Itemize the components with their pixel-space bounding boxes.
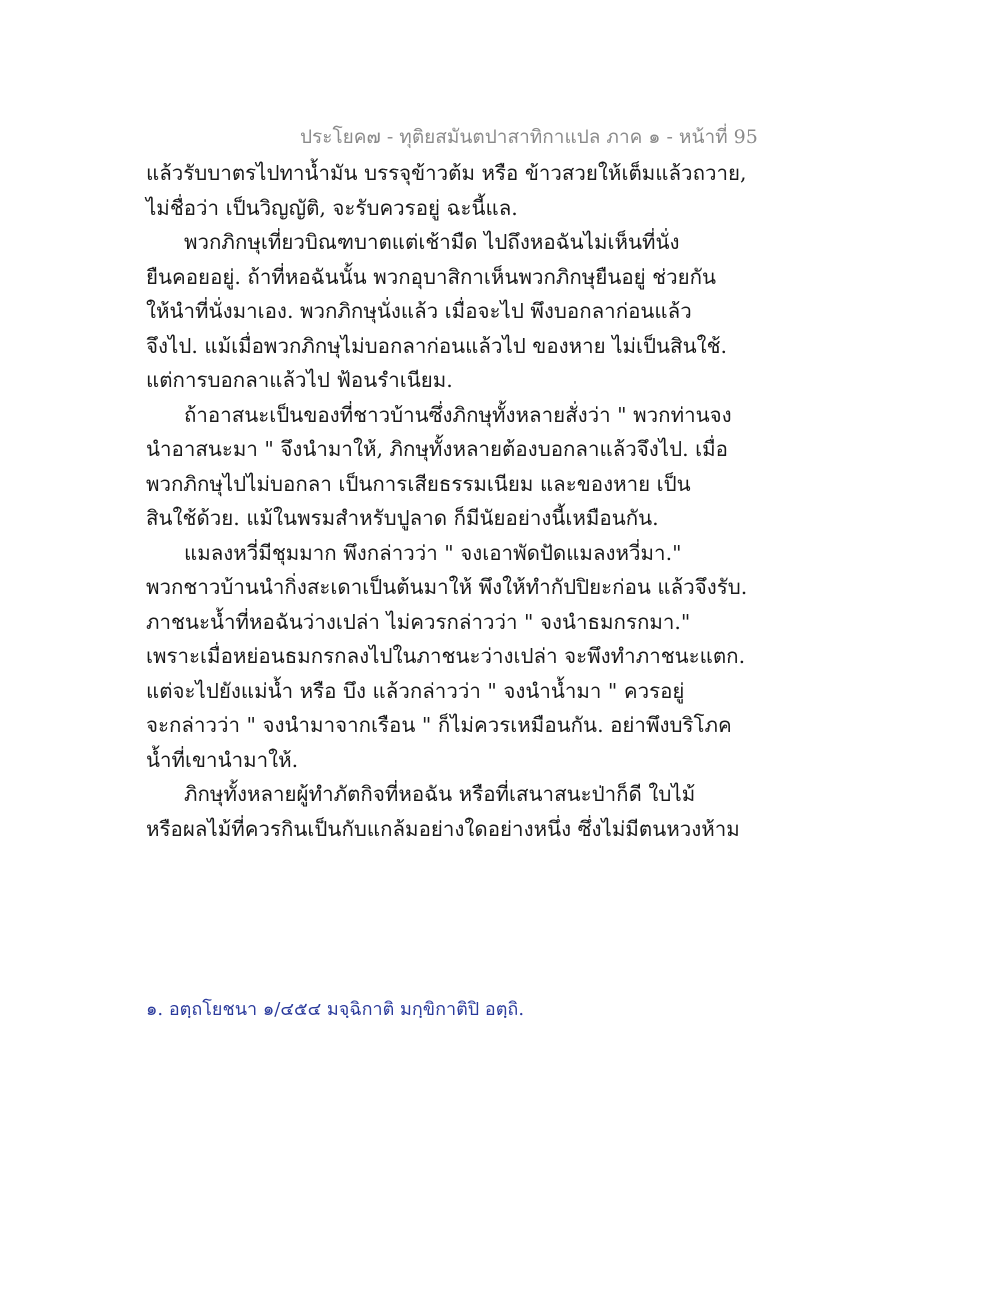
paragraph-start-line: พวกภิกษุเที่ยวบิณฑบาตแต่เช้ามืด ไปถึงหอฉันไม่เห็นที่นั่ง (184, 230, 680, 254)
text-line: สินใช้ด้วย. แม้ในพรมสำหรับปูลาด ก็มีนัยอย่างนี้เหมือนกัน. (146, 506, 659, 530)
text-line: เพราะเมื่อหย่อนธมกรกลงไปในภาชนะว่างเปล่า จะพึงทำภาชนะแตก. (146, 644, 746, 668)
text-line: ภาชนะน้ำที่หอฉันว่างเปล่า ไม่ควรกล่าวว่า " จงนำธมกรกมา." (146, 609, 691, 634)
text-line: แล้วรับบาตรไปทาน้ำมัน บรรจุข้าวต้ม หรือ ข้าวสวยให้เต็มแล้วถวาย, (146, 161, 747, 185)
text-line: ไม่ชื่อว่า เป็นวิญญัติ, จะรับควรอยู่ ฉะนี้แล. (146, 195, 518, 220)
text-line: นำอาสนะมา " จึงนำมาให้, ภิกษุทั้งหลายต้องบอกลาแล้วจึงไป. เมื่อ (146, 437, 728, 461)
body-text (146, 156, 748, 846)
paragraph-start-line: ภิกษุทั้งหลายผู้ทำภัตกิจที่หอฉัน หรือที่เสนาสนะป่าก็ดี ใบไม้ (184, 782, 696, 806)
text-line: ให้นำที่นั่งมาเอง. พวกภิกษุนั่งแล้ว เมื่อจะไป พึงบอกลาก่อนแล้ว (146, 299, 692, 323)
text-line: แต่จะไปยังแม่น้ำ หรือ บึง แล้วกล่าวว่า " จงนำน้ำมา " ควรอยู่ (146, 678, 685, 703)
text-line: ยืนคอยอยู่. ถ้าที่หอฉันนั้น พวกอุบาสิกาเห็นพวกภิกษุยืนอยู่ ช่วยกัน (146, 264, 717, 289)
text-line: แต่การบอกลาแล้วไป ฟ้อนรำเนียม. (146, 368, 453, 392)
footnote: ๑. อตฺถโยชนา ๑/๔๕๔ มจฺฉิกาติ มกฺขิกาติปิ อตฺถิ. (146, 999, 525, 1020)
running-header: ประโยค๗ - ทุติยสมันตปาสาทิกาแปล ภาค ๑ - หน้าที่ 95 (300, 126, 758, 148)
text-line: พวกภิกษุไปไม่บอกลา เป็นการเสียธรรมเนียม และของหาย เป็น (146, 471, 691, 496)
text-line: หรือผลไม้ที่ควรกินเป็นกับแกล้มอย่างใดอย่างหนึ่ง ซึ่งไม่มีตนหวงห้าม (146, 816, 740, 841)
paragraph-start-line: ถ้าอาสนะเป็นของที่ชาวบ้านซึ่งภิกษุทั้งหลายสั่งว่า " พวกท่านจง (184, 402, 732, 427)
text-line: จึงไป. แม้เมื่อพวกภิกษุไม่บอกลาก่อนแล้วไป ของหาย ไม่เป็นสินใช้. (146, 333, 728, 358)
paragraph-start-line: แมลงหวี่มีชุมมาก พึงกล่าวว่า " จงเอาพัดปัดแมลงหวี่มา." (184, 540, 682, 565)
text-line: จะกล่าวว่า " จงนำมาจากเรือน " ก็ไม่ควรเหมือนกัน. อย่าพึงบริโภค (146, 713, 732, 737)
text-line: พวกชาวบ้านนำกิ่งสะเดาเป็นต้นมาให้ พึงให้ทำกัปปิยะก่อน แล้วจึงรับ. (146, 575, 748, 599)
text-line: น้ำที่เขานำมาให้. (146, 747, 299, 772)
